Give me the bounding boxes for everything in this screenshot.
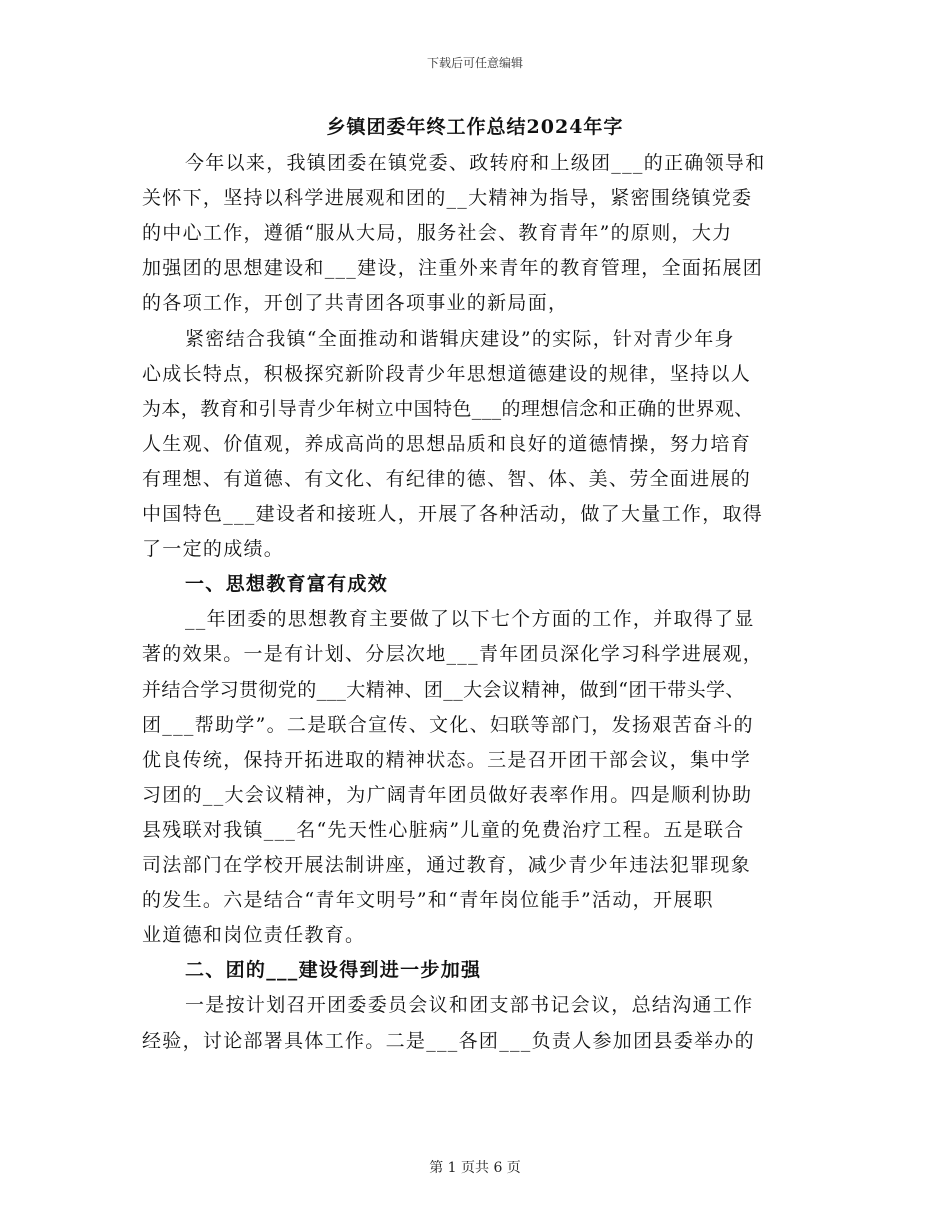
paragraph-line: 中国特色___建设者和接班人，开展了各种活动，做了大量工作，取得	[142, 503, 764, 525]
paragraph-line: 团___帮助学”。二是联合宣传、文化、妇联等部门，发扬艰苦奋斗的	[142, 713, 754, 736]
paragraph-line: 一是按计划召开团委委员会议和团支部书记会议，总结沟通工作	[185, 994, 754, 1017]
paragraph-line: 了一定的成绩。	[142, 538, 285, 561]
paragraph-line: 习团的__大会议精神，为广阔青年团员做好表率作用。四是顺利协助	[142, 783, 753, 806]
paragraph-line: 有理想、有道德、有文化、有纪律的德、智、体、美、劳全面进展的	[142, 467, 752, 490]
page-footer: 第 1 页共 6 页	[429, 1160, 521, 1176]
paragraph-line: 心成长特点，积极探究新阶段青少年思想道德建设的规律，坚持以人	[142, 362, 752, 385]
paragraph-line: 司法部门在学校开展法制讲座，通过教育，减少青少年违法犯罪现象	[142, 854, 752, 876]
page-header-note: 下载后可任意编辑	[426, 56, 523, 70]
paragraph-line: 为本，教育和引导青少年树立中国特色___的理想信念和正确的世界观、	[142, 397, 754, 420]
paragraph-line: 人生观、价值观，养成高尚的思想品质和良好的道德情操，努力培育	[142, 432, 752, 455]
document-title: 乡镇团委年终工作总结2024年字	[326, 116, 624, 138]
paragraph-line: 的发生。六是结合“青年文明号”和“青年岗位能手”活动，开展职	[142, 889, 714, 912]
paragraph-line: 紧密结合我镇“全面推动和谐辑庆建设”的实际，针对青少年身	[185, 327, 735, 350]
section-heading: 二、团的___建设得到进一步加强	[185, 959, 482, 982]
paragraph-line: 经验，讨论部署具体工作。二是___各团___负责人参加团县委举办的	[142, 1029, 755, 1052]
paragraph-line: 今年以来，我镇团委在镇党委、政转府和上级团___的正确领导和	[185, 152, 766, 174]
paragraph-line: 县残联对我镇___名“先天性心脏病”儿童的免费治疗工程。五是联合	[142, 818, 745, 841]
paragraph-line: 关怀下，坚持以科学进展观和团的__大精神为指导，紧密围绕镇党委	[142, 187, 753, 210]
paragraph-line: 业道德和岗位责任教育。	[142, 924, 366, 947]
paragraph-line: 著的效果。一是有计划、分层次地___青年团员深化学习科学进展观，	[142, 643, 764, 666]
paragraph-line: 加强团的思想建设和___建设，注重外来青年的教育管理，全面拓展团	[142, 257, 764, 280]
paragraph-line: 优良传统，保持开拓进取的精神状态。三是召开团干部会议，集中学	[142, 748, 752, 771]
paragraph-line: 并结合学习贯彻党的___大精神、团__大会议精神，做到“团干带头学、	[142, 678, 745, 701]
paragraph-line: __年团委的思想教育主要做了以下七个方面的工作，并取得了显	[185, 608, 755, 631]
paragraph-line: 的各项工作，开创了共青团各项事业的新局面，	[142, 292, 569, 315]
paragraph-line: 的中心工作，遵循“服从大局，服务社会、教育青年”的原则，大力	[142, 222, 733, 245]
section-heading: 一、思想教育富有成效	[185, 573, 389, 596]
